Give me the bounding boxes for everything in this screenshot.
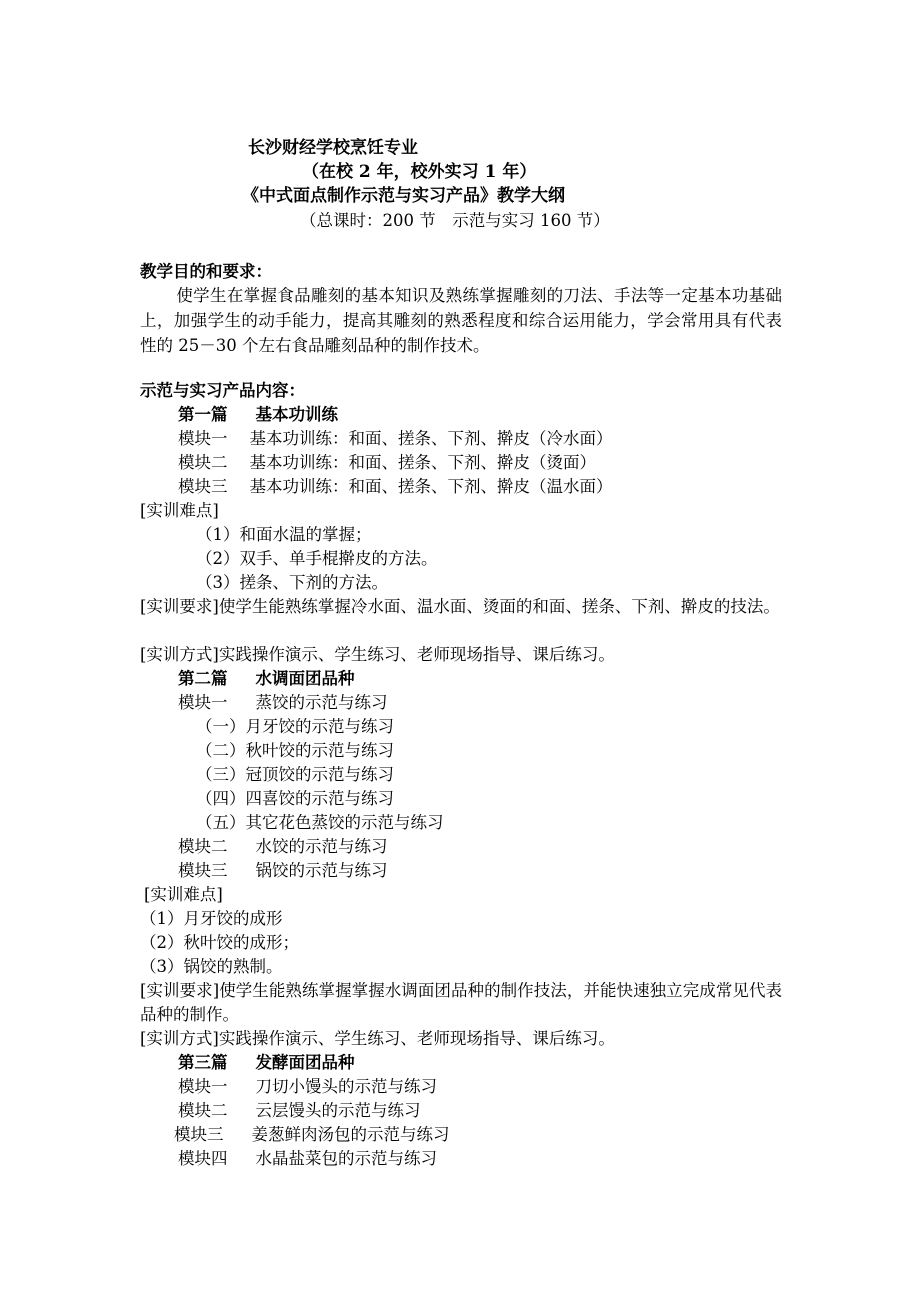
module-label: 模块一 bbox=[178, 429, 228, 448]
content-heading: 示范与实习产品内容： bbox=[140, 381, 305, 400]
part2-method: [实训方式]实践操作演示、学生练习、老师现场指导、课后练习。 bbox=[140, 1029, 615, 1048]
part1-method: [实训方式]实践操作演示、学生练习、老师现场指导、课后练习。 bbox=[140, 645, 615, 664]
part3-title: 发酵面团品种 bbox=[255, 1053, 355, 1072]
objectives-paragraph bbox=[140, 283, 782, 358]
part2-subitem-4: （四）四喜饺的示范与练习 bbox=[196, 789, 394, 808]
part3-module-1 bbox=[178, 1075, 437, 1099]
part2-difficulty-3: （3）锅饺的熟制。 bbox=[140, 957, 283, 976]
program-duration: （在校 2 年，校外实习 1 年） bbox=[302, 162, 537, 182]
part1-module-1 bbox=[178, 427, 613, 451]
part3-heading bbox=[178, 1051, 355, 1075]
part2-module-1 bbox=[178, 691, 388, 715]
part1-requirement: [实训要求]使学生能熟练掌握冷水面、温水面、烫面的和面、搓条、下剂、擀皮的技法。 bbox=[140, 597, 780, 616]
course-title: 《中式面点制作示范与实习产品》教学大纲 bbox=[242, 186, 565, 206]
part1-difficulty-heading: [实训难点] bbox=[140, 501, 219, 520]
objectives-heading: 教学目的和要求： bbox=[140, 262, 272, 281]
part2-subitem-5: （五）其它花色蒸饺的示范与练习 bbox=[196, 813, 444, 832]
part2-title: 水调面团品种 bbox=[255, 669, 355, 688]
module-text: 水饺的示范与练习 bbox=[255, 837, 388, 856]
part1-difficulty-1: （1）和面水温的掌握； bbox=[196, 525, 372, 544]
part2-subitem-2: （二）秋叶饺的示范与练习 bbox=[196, 741, 394, 760]
module-label: 模块三 bbox=[178, 861, 228, 880]
module-label: 模块一 bbox=[178, 693, 228, 712]
module-text: 基本功训练：和面、搓条、下剂、擀皮（烫面） bbox=[249, 453, 596, 472]
part2-label: 第二篇 bbox=[178, 669, 228, 688]
part3-module-3 bbox=[174, 1123, 450, 1147]
module-label: 模块三 bbox=[174, 1125, 224, 1144]
part2-difficulty-1: （1）月牙饺的成形 bbox=[140, 909, 283, 928]
part2-module-2 bbox=[178, 835, 388, 859]
module-text: 锅饺的示范与练习 bbox=[255, 861, 388, 880]
module-text: 基本功训练：和面、搓条、下剂、擀皮（冷水面） bbox=[249, 429, 613, 448]
part3-module-2 bbox=[178, 1099, 421, 1123]
school-title: 长沙财经学校烹饪专业 bbox=[248, 138, 418, 158]
course-hours: （总课时：200 节 示范与实习 160 节） bbox=[300, 211, 610, 230]
module-text: 蒸饺的示范与练习 bbox=[255, 693, 388, 712]
part1-label: 第一篇 bbox=[178, 405, 228, 424]
module-label: 模块四 bbox=[178, 1149, 228, 1168]
module-label: 模块二 bbox=[178, 1101, 228, 1120]
module-text: 刀切小馒头的示范与练习 bbox=[255, 1077, 437, 1096]
module-label: 模块二 bbox=[178, 837, 228, 856]
part2-difficulty-heading: [实训难点] bbox=[144, 885, 223, 904]
part1-title: 基本功训练 bbox=[255, 405, 338, 424]
objectives-text: 使学生在掌握食品雕刻的基本知识及熟练掌握雕刻的刀法、手法等一定基本功基础上，加强学生的动手能力，提高其雕刻的熟悉程度和综合运用能力，学会常用具有代表性的 25－30 个左右食品雕刻品种的制作技术。 bbox=[140, 286, 782, 355]
part1-difficulty-2: （2）双手、单手棍擀皮的方法。 bbox=[196, 549, 438, 568]
module-text: 基本功训练：和面、搓条、下剂、擀皮（温水面） bbox=[249, 477, 613, 496]
module-text: 姜葱鲜肉汤包的示范与练习 bbox=[251, 1125, 450, 1144]
part1-module-3 bbox=[178, 475, 613, 499]
part3-label: 第三篇 bbox=[178, 1053, 228, 1072]
module-label: 模块三 bbox=[178, 477, 228, 496]
part2-subitem-1: （一）月牙饺的示范与练习 bbox=[196, 717, 394, 736]
module-text: 云层馒头的示范与练习 bbox=[255, 1101, 421, 1120]
part1-difficulty-3: （3）搓条、下剂的方法。 bbox=[196, 573, 388, 592]
part1-module-2 bbox=[178, 451, 596, 475]
part3-module-4 bbox=[178, 1147, 437, 1171]
part2-requirement: [实训要求]使学生能熟练掌握掌握水调面团品种的制作技法，并能快速独立完成常见代表品种的制作。 bbox=[140, 981, 782, 1024]
part2-heading bbox=[178, 667, 355, 691]
part2-module-3 bbox=[178, 859, 388, 883]
part2-subitem-3: （三）冠顶饺的示范与练习 bbox=[196, 765, 394, 784]
module-label: 模块一 bbox=[178, 1077, 228, 1096]
module-label: 模块二 bbox=[178, 453, 228, 472]
module-text: 水晶盐菜包的示范与练习 bbox=[255, 1149, 437, 1168]
part2-difficulty-2: （2）秋叶饺的成形； bbox=[140, 933, 299, 952]
part1-heading bbox=[178, 403, 338, 427]
